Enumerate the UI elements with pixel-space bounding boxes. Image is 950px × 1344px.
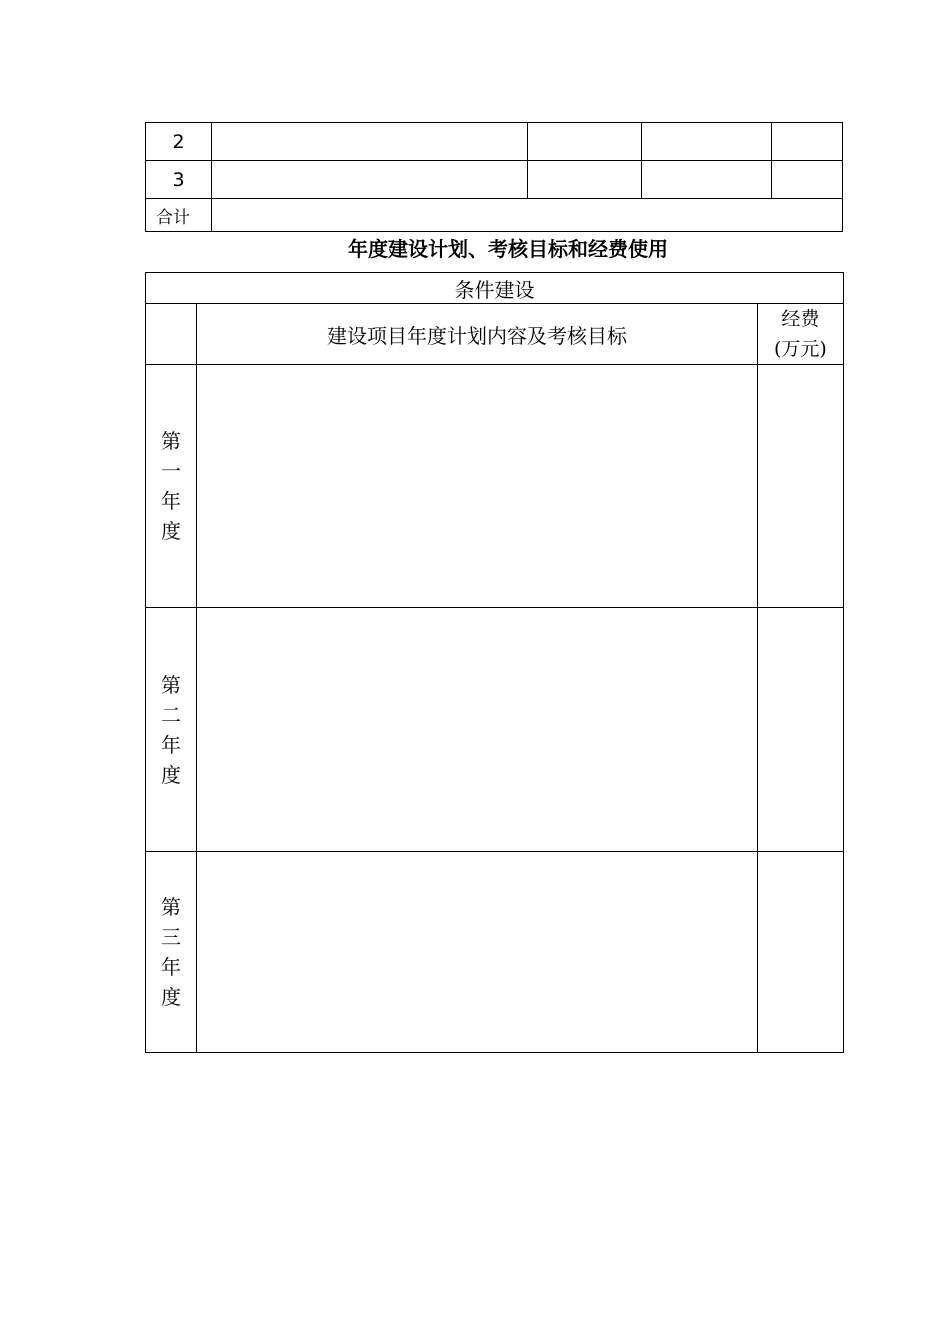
year-row-3 — [146, 852, 844, 1053]
year-row-2 — [146, 608, 844, 852]
table-cell[interactable] — [528, 123, 642, 161]
table-cell[interactable] — [642, 161, 772, 199]
table-cell[interactable] — [642, 123, 772, 161]
condition-construction-header: 条件建设 — [146, 273, 844, 304]
header-row-main — [146, 273, 844, 304]
table-row — [146, 161, 843, 199]
year-label-char: 年 — [161, 489, 182, 513]
section-title: 年度建设计划、考核目标和经费使用 — [348, 237, 668, 261]
fee-cell-3[interactable] — [757, 852, 843, 1053]
table-cell[interactable] — [212, 161, 528, 199]
year-label-char: 年 — [161, 955, 182, 979]
year-label-char: 一 — [161, 459, 182, 483]
year-column-header — [146, 304, 197, 365]
table-cell[interactable] — [772, 123, 843, 161]
year-label-char: 年 — [161, 732, 182, 757]
year-label-1 — [146, 365, 197, 608]
plan-content-header: 建设项目年度计划内容及考核目标 — [197, 304, 758, 365]
year-label-3 — [146, 852, 197, 1053]
budget-summary-table — [145, 122, 843, 232]
year-label-char: 第 — [161, 429, 182, 453]
plan-content-cell-2[interactable] — [197, 608, 758, 852]
year-label-char: 第 — [161, 895, 182, 919]
fee-cell-1[interactable] — [757, 365, 843, 608]
year-label-char: 度 — [161, 762, 182, 787]
header-row-columns — [146, 304, 844, 365]
year-row-1 — [146, 365, 844, 608]
year-label-char: 度 — [161, 519, 182, 543]
table-row — [146, 123, 843, 161]
table-cell[interactable] — [528, 161, 642, 199]
year-label-2 — [146, 608, 197, 852]
table-cell[interactable] — [212, 123, 528, 161]
total-label: 合计 — [146, 199, 212, 232]
year-label-char: 三 — [161, 925, 182, 949]
fee-header-line2: (万元) — [774, 338, 827, 360]
row-index: 2 — [146, 123, 212, 161]
fee-header — [757, 304, 843, 365]
year-label-char: 度 — [161, 985, 182, 1009]
fee-header-line1: 经费 — [781, 308, 820, 330]
total-value-cell[interactable] — [212, 199, 843, 232]
table-cell[interactable] — [772, 161, 843, 199]
year-label-char: 第 — [161, 672, 182, 697]
year-label-char: 二 — [161, 702, 182, 727]
fee-cell-2[interactable] — [757, 608, 843, 852]
plan-content-cell-3[interactable] — [197, 852, 758, 1053]
plan-content-cell-1[interactable] — [197, 365, 758, 608]
annual-plan-table — [145, 272, 844, 1053]
row-index: 3 — [146, 161, 212, 199]
total-row — [146, 199, 843, 232]
